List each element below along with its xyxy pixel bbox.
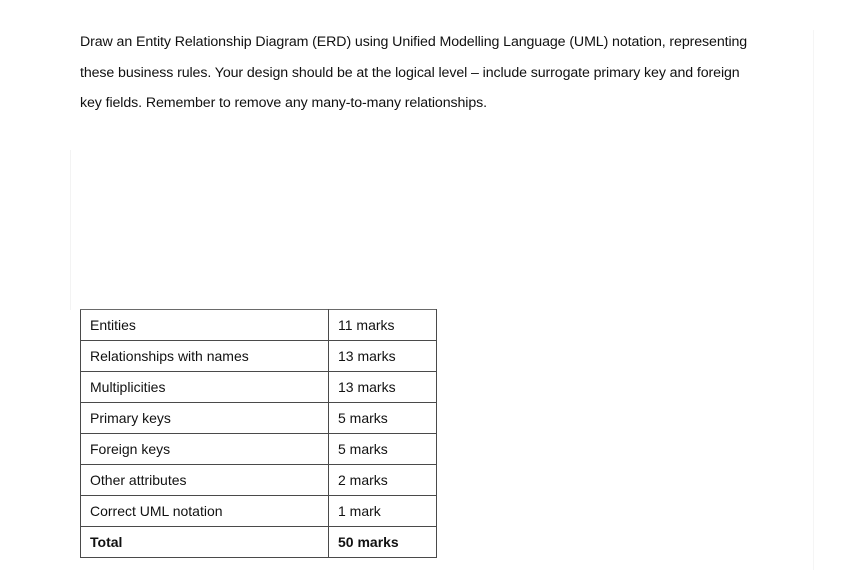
marks-cell: 13 marks <box>329 341 437 372</box>
marking-scheme-table <box>80 309 437 558</box>
table-row <box>81 465 437 496</box>
marks-cell: 2 marks <box>329 465 437 496</box>
instructions-line: key fields. Remember to remove any many-to-many relationships. <box>80 95 487 111</box>
table-row <box>81 403 437 434</box>
criterion-cell: Foreign keys <box>81 434 329 465</box>
table-row <box>81 496 437 527</box>
scan-edge-right <box>813 30 814 570</box>
instructions-paragraph <box>80 27 820 119</box>
criterion-cell: Entities <box>81 310 329 341</box>
table-row <box>81 434 437 465</box>
criterion-cell: Relationships with names <box>81 341 329 372</box>
table-row <box>81 372 437 403</box>
criterion-cell: Other attributes <box>81 465 329 496</box>
marks-cell: 11 marks <box>329 310 437 341</box>
marks-cell: 13 marks <box>329 372 437 403</box>
criterion-cell: Multiplicities <box>81 372 329 403</box>
scan-edge-left <box>70 150 71 310</box>
instructions-line: these business rules. Your design should be at the logical level – include surrogate primary key and foreign <box>80 64 740 81</box>
criterion-cell: Correct UML notation <box>81 496 329 527</box>
marks-cell: 5 marks <box>329 403 437 434</box>
table-row <box>81 310 437 341</box>
instructions-line: Draw an Entity Relationship Diagram (ERD) using Unified Modelling Language (UML) notation, representing <box>80 34 748 50</box>
table-row <box>81 341 437 372</box>
table-total-row <box>81 527 437 558</box>
marks-cell: 5 marks <box>329 434 437 465</box>
total-label-cell: Total <box>81 527 329 558</box>
marks-cell: 1 mark <box>329 496 437 527</box>
criterion-cell: Primary keys <box>81 403 329 434</box>
total-marks-cell: 50 marks <box>329 527 437 558</box>
